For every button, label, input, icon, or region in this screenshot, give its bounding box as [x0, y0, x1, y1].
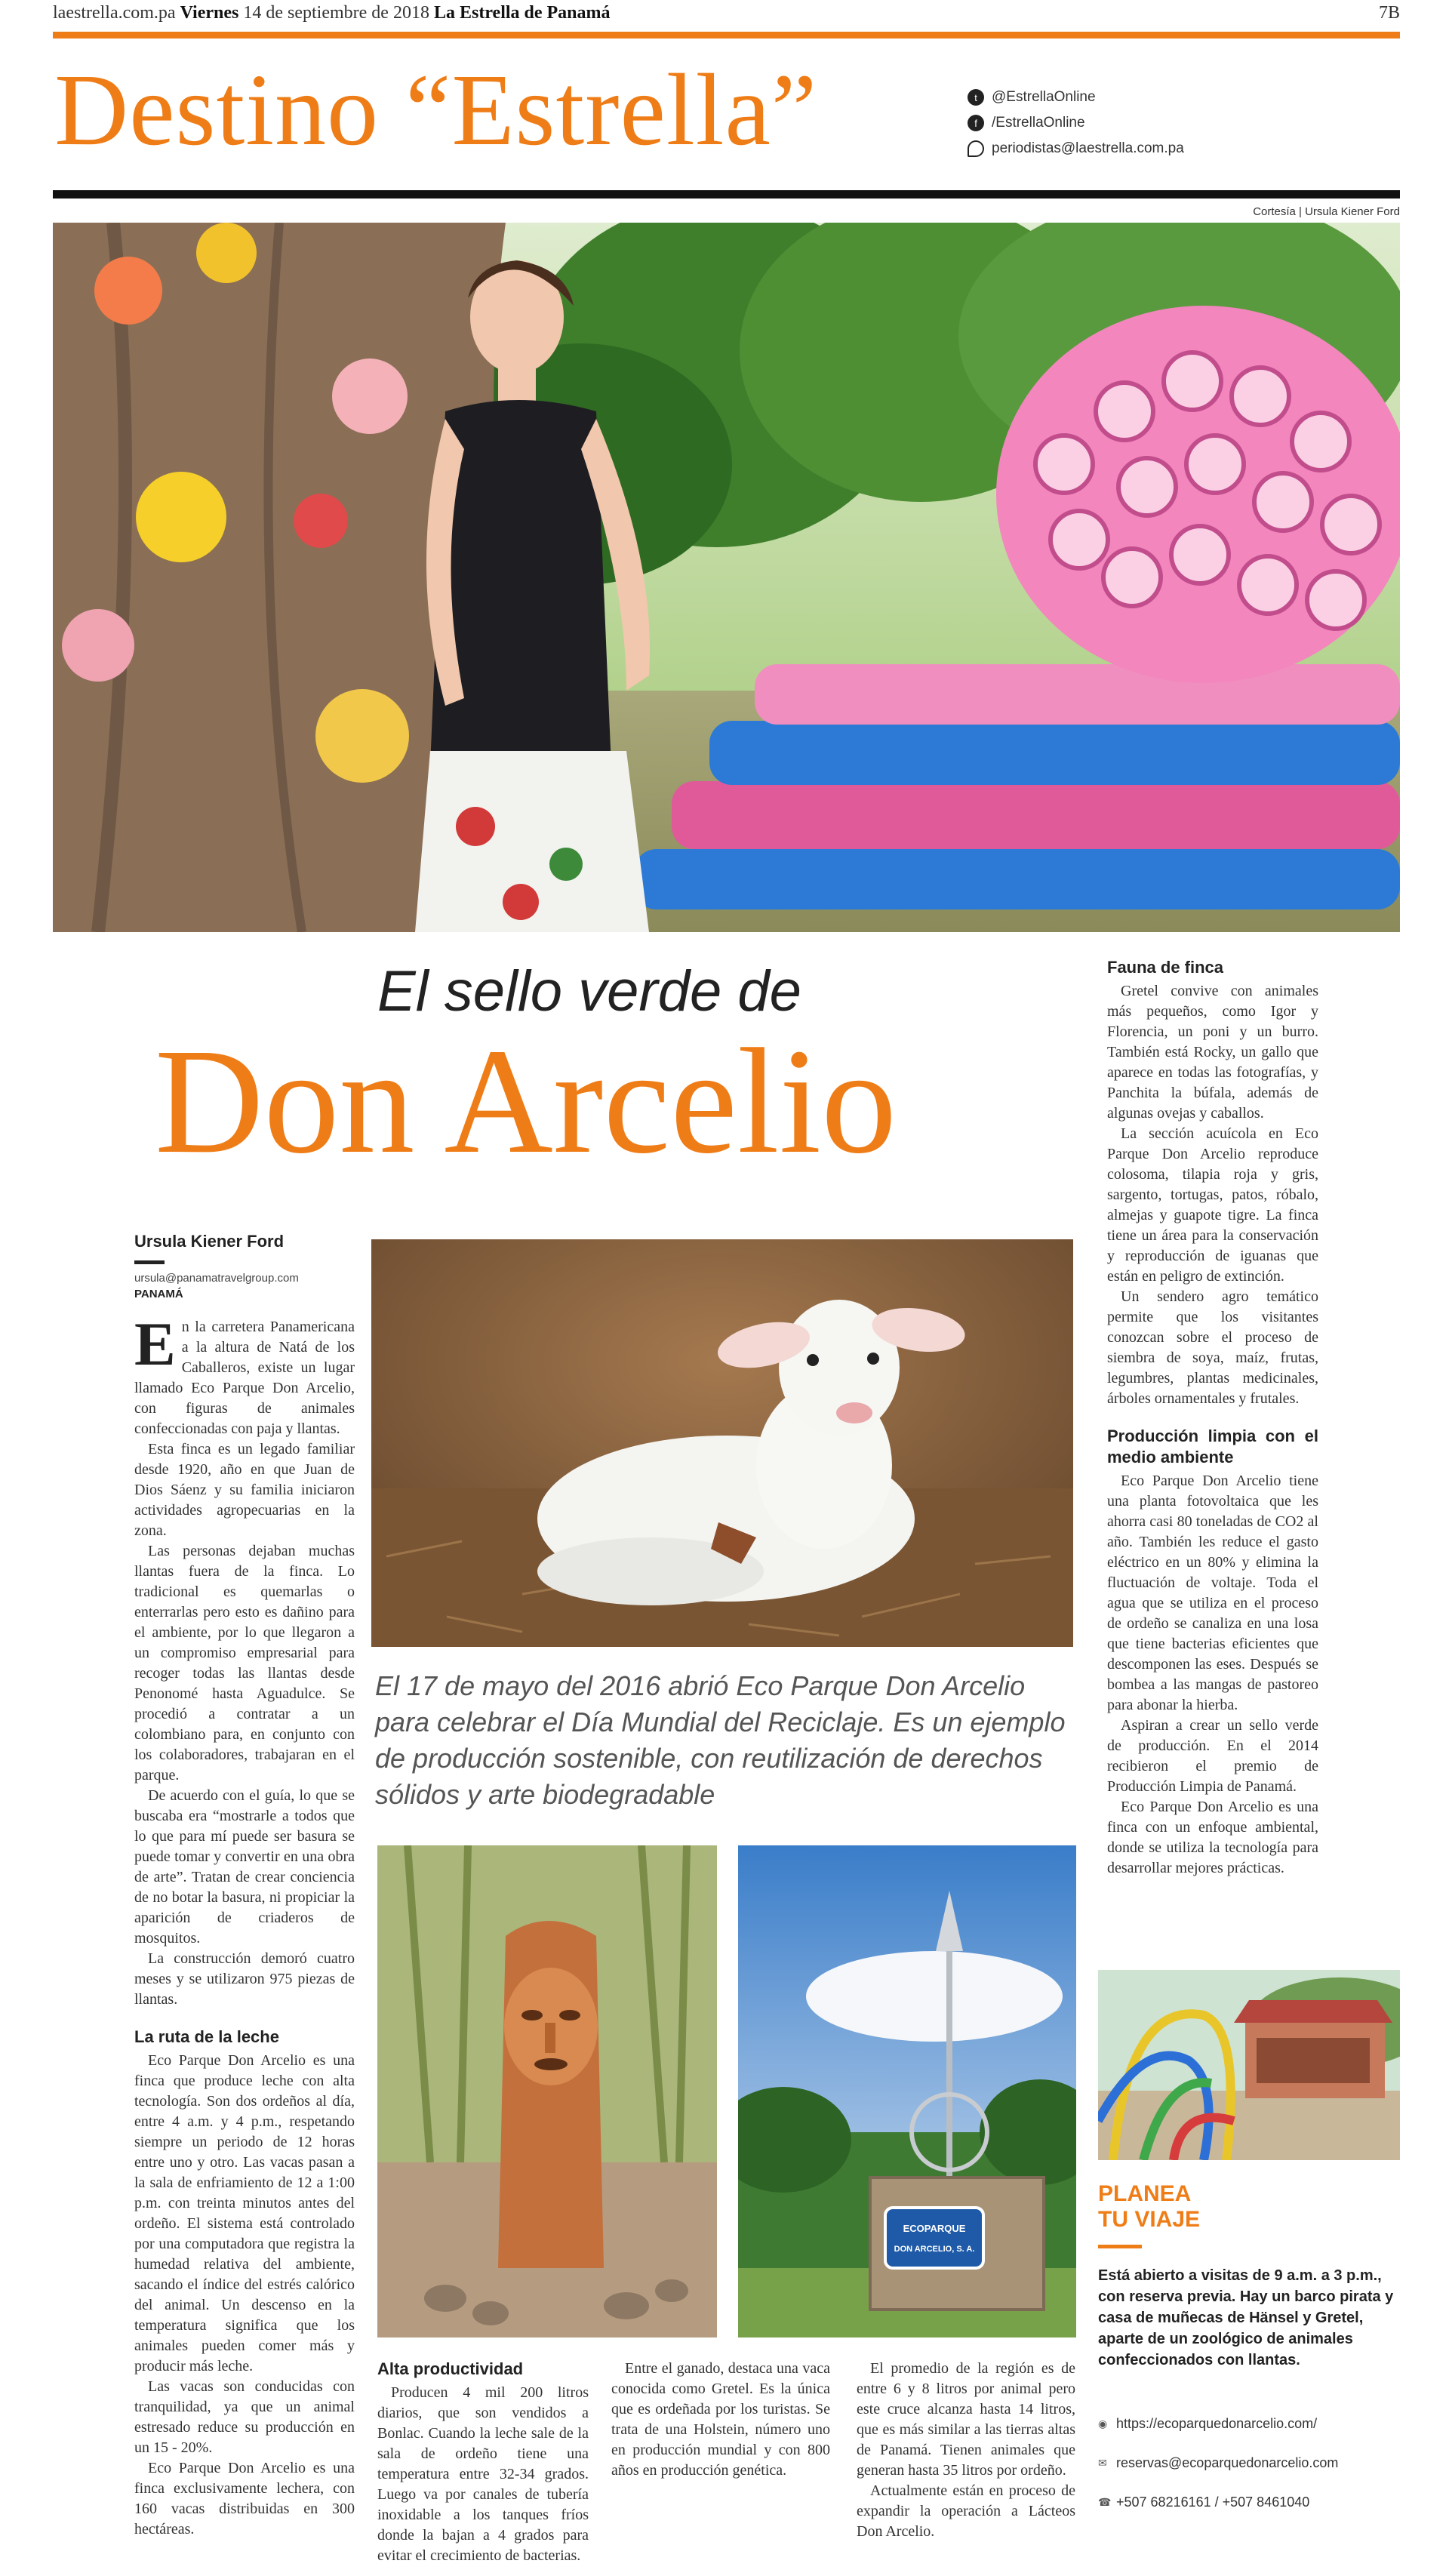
lamb-photo	[371, 1239, 1073, 1647]
subhead-leche: La ruta de la leche	[134, 2027, 279, 2046]
paragraph: Las personas dejaban muchas llantas fuera de la finca. Lo tradicional es quemarlas o enterrarlas pero esto es dañino para el ambiente, por lo que llegaron a un compromiso empresarial para recoger todas las llantas desde Penonomé hasta Aguadulce. Se procedió a contratar a un colombiano para, en conjunto con los colaboradores, trabajaran en el parque.	[134, 1543, 355, 1784]
black-rule	[53, 190, 1400, 199]
article-kicker: El sello verde de	[377, 959, 801, 1023]
playground-photo	[1098, 1970, 1400, 2160]
byline-rule	[134, 1260, 165, 1264]
byline	[134, 1232, 361, 1300]
social-twitter-text: @EstrellaOnline	[992, 89, 1096, 105]
paragraph: La sección acuícola en Eco Parque Don Arcelio reproduce colosoma, tilapia roja y gris, sargento, tortugas, patos, róbalo, almejas y guapote tigre. La finca tiene un área para la conservación y reproducción de iguanas que están en peligro de extinción.	[1107, 1125, 1318, 1285]
paragraph: Eco Parque Don Arcelio es una finca con un enfoque ambiental, donde se utiliza la tecnología para desarrollar mejores prácticas.	[1107, 1799, 1318, 1876]
paragraph: Eco Parque Don Arcelio tiene una planta fotovoltaica que les ahorra casi 80 toneladas de CO2 al año. También les reduce el gasto eléctrico en un 80% y elimina la fluctuación de voltaje. Toda el agua que se utiliza en el proceso de ordeño se canaliza en una losa que tiene bacterias eficientes que descomponen las eses. Después se bombea a las mangas de pastoreo para abonar la hierba.	[1107, 1473, 1318, 1713]
chat-bubble-icon	[968, 140, 984, 157]
social-email[interactable]	[968, 136, 1184, 162]
globe-icon: ◉	[1098, 2418, 1108, 2430]
article-headline: Don Arcelio	[155, 1018, 897, 1185]
paragraph: Actualmente están en proceso de expandir la operación a Lácteos Don Arcelio.	[857, 2482, 1075, 2540]
masthead-meta	[53, 3, 611, 23]
section-title: Destino “Estrella”	[54, 54, 818, 167]
dateline-location: PANAMÁ	[134, 1288, 183, 1300]
social-links	[968, 85, 1184, 162]
park-sign-photo	[738, 1845, 1076, 2337]
article-column-1	[134, 1317, 355, 2562]
paragraph: El promedio de la región es de entre 6 y 8 litros por animal pero este cruce alcanza hasta 14 litros, que es más similar a las tierras altas de Panamá. Tienen animales que generan hasta 35 litros por ordeño.	[857, 2360, 1075, 2479]
paper-name: La Estrella de Panamá	[433, 3, 611, 23]
subhead-alta: Alta productividad	[377, 2359, 524, 2378]
planea-web-text[interactable]: https://ecoparquedonarcelio.com/	[1116, 2415, 1318, 2431]
issue-day: Viernes	[180, 3, 239, 23]
masthead	[53, 0, 1400, 30]
planea-email[interactable]	[1098, 2443, 1400, 2482]
paragraph: Eco Parque Don Arcelio es una finca que produce leche con alta tecnología. Son dos ordeños al día, entre 4 a.m. y 4 p.m., respetando siempre un periodo de 12 horas entre uno y otro. Las vacas pasan a la sala de enfriamiento de 12 a 1:00 p.m. con treinta minutos antes del ordeño. El sistema está controlado por una computadora que registra la humedad relativa del ambiente, sacando el índice del estrés calórico del animal. Un descenso en la temperatura significa que los animales pueden comer más y producir más leche.	[134, 2052, 355, 2374]
paragraph: Esta finca es un legado familiar desde 1920, año en que Juan de Dios Sáenz y su familia iniciaron actividades agropecuarias en la zona.	[134, 1441, 355, 1539]
planea-title-1: PLANEA	[1098, 2181, 1192, 2206]
article-column-right	[1107, 957, 1318, 1950]
paragraph: Aspiran a crear un sello verde de producción. En el 2014 recibieron el premio de Producción Limpia de Panamá.	[1107, 1717, 1318, 1795]
subhead-fauna: Fauna de finca	[1107, 958, 1224, 977]
photo-credit: Cortesía | Ursula Kiener Ford	[1253, 205, 1400, 218]
subhead-produccion: Producción limpia con el medio ambiente	[1107, 1426, 1318, 1467]
paragraph: Entre el ganado, destaca una vaca conocida como Gretel. Es la única que es ordeñada por los turistas. Se trata de una Holstein, número uno en producción mundial y con 800 años en producción genética.	[611, 2360, 830, 2479]
planea-web[interactable]	[1098, 2404, 1400, 2443]
paragraph: Eco Parque Don Arcelio es una finca exclusivamente lechera, con 160 vacas distribuidas en 300 hectáreas.	[134, 2460, 355, 2538]
sign-text-line1: ECOPARQUE	[903, 2223, 966, 2234]
pull-quote: El 17 de mayo del 2016 abrió Eco Parque Don Arcelio para celebrar el Día Mundial del Reciclaje. Es un ejemplo de producción sostenible, con reutilización de derechos sólidos y arte biodegradable	[375, 1670, 1066, 1810]
planea-phone[interactable]	[1098, 2482, 1400, 2522]
sign-text-line2: DON ARCELIO, S. A.	[894, 2245, 975, 2254]
paragraph: n la carretera Panamericana a la altura de Natá de los Caballeros, existe un lugar llamado Eco Parque Don Arcelio, con figuras de animales confeccionadas con paja y llantas.	[134, 1319, 355, 1437]
planea-contacts	[1098, 2404, 1400, 2522]
drop-cap: E	[134, 1317, 176, 1378]
orange-rule	[53, 32, 1400, 38]
article-column-2	[377, 2359, 589, 2574]
page-number: 7B	[1378, 3, 1400, 23]
site-url[interactable]: laestrella.com.pa	[53, 3, 176, 23]
article-column-4	[857, 2359, 1075, 2574]
social-email-text: periodistas@laestrella.com.pa	[992, 140, 1184, 156]
paragraph: Las vacas son conducidas con tranquilidad, ya que un animal estresado reduce su producción en un 15 - 20%.	[134, 2378, 355, 2456]
mask-sculpture-photo	[377, 1845, 717, 2337]
paragraph: La construcción demoró cuatro meses y se utilizaron 975 piezas de llantas.	[134, 1950, 355, 2008]
planea-rule	[1098, 2245, 1142, 2248]
facebook-icon: f	[968, 115, 984, 131]
paragraph: De acuerdo con el guía, lo que se buscaba era “mostrarle a todos que lo que para mí puede ser basura se puede tomar y convertir en una obra de arte”. Tratan de crear conciencia de no botar la basura, ni propiciar la aparición de criaderos de mosquitos.	[134, 1787, 355, 1947]
planea-info: Está abierto a visitas de 9 a.m. a 3 p.m., con reserva previa. Hay un barco pirata y casa de muñecas de Hänsel y Gretel, aparte de un zoológico de animales confeccionados con llantas.	[1098, 2267, 1394, 2368]
paragraph: Gretel convive con animales más pequeños, como Igor y Florencia, un poni y un burro. También está Rocky, un gallo que aparece en todas las fotografías, y Panchita la búfala, además de algunas ovejas y caballos.	[1107, 983, 1318, 1122]
author-email[interactable]: ursula@panamatravelgroup.com	[134, 1272, 299, 1285]
issue-date: 14 de septiembre de 2018	[243, 3, 429, 23]
planea-box	[1098, 2181, 1400, 2522]
paragraph: Producen 4 mil 200 litros diarios, que son vendidos a Bonlac. Cuando la leche sale de la sala de ordeño tiene una temperatura entre 32-34 grados. Luego va por canales de tubería inoxidable a los tanques fríos donde la bajan a 4 grados para evitar el crecimiento de bacterias.	[377, 2384, 589, 2564]
social-facebook-text: /EstrellaOnline	[992, 115, 1085, 131]
author-name: Ursula Kiener Ford	[134, 1232, 285, 1251]
social-twitter[interactable]	[968, 85, 1184, 110]
hero-photo	[53, 223, 1400, 932]
planea-title-2: TU VIAJE	[1098, 2207, 1201, 2232]
planea-email-text[interactable]: reservas@ecoparquedonarcelio.com	[1116, 2454, 1339, 2470]
mail-icon: ✉	[1098, 2457, 1107, 2469]
paragraph: Un sendero agro temático permite que los visitantes conozcan sobre el proceso de siembra de soya, maíz, frutas, legumbres, plantas medicinales, árboles ornamentales y frutales.	[1107, 1288, 1318, 1407]
planea-phone-text[interactable]: +507 68216161 / +507 8461040	[1116, 2494, 1310, 2510]
phone-icon: ☎	[1098, 2496, 1112, 2508]
social-facebook[interactable]	[968, 110, 1184, 136]
article-column-3	[611, 2359, 830, 2574]
twitter-icon: t	[968, 89, 984, 106]
